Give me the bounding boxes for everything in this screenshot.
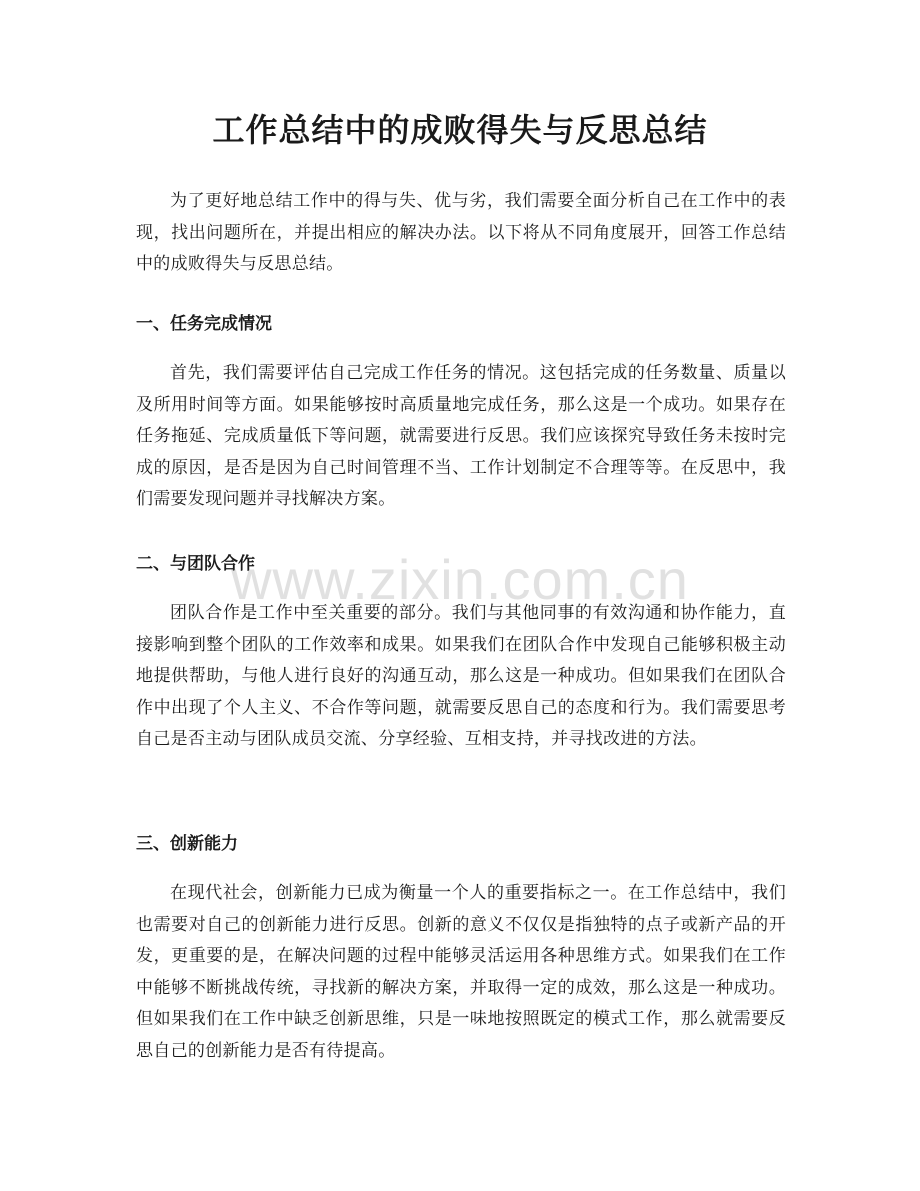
section-heading: 一、任务完成情况 — [136, 314, 272, 334]
section-1-heading-block — [136, 311, 786, 337]
section-3-heading-block — [136, 831, 786, 857]
section-1-body-block — [136, 358, 786, 516]
section-heading: 三、创新能力 — [136, 834, 238, 854]
section-paragraph: 首先，我们需要评估自己完成工作任务的情况。这包括完成的任务数量、质量以及所用时间等方面。如果能够按时高质量地完成任务，那么这是一个成功。如果存在任务拖延、完成质量低下等问题，就需要进行反思。我们应该探究导致任务未按时完成的原因，是否是因为自己时间管理不当、工作计划制定不合理等等。在反思中，我们需要发现问题并寻找解决方案。 — [136, 363, 786, 509]
section-paragraph: 团队合作是工作中至关重要的部分。我们与其他同事的有效沟通和协作能力，直接影响到整个团队的工作效率和成果。如果我们在团队合作中发现自己能够积极主动地提供帮助，与他人进行良好的沟通互动，那么这是一种成功。但如果我们在团队合作中出现了个人主义、不合作等问题，就需要反思自己的态度和行为。我们需要思考自己是否主动与团队成员交流、分享经验、互相支持，并寻找改进的方法。 — [136, 603, 786, 749]
section-3-body-block — [136, 878, 786, 1067]
watermark-text: www.zixin.com.cn — [231, 548, 689, 611]
section-2-body-block — [136, 598, 786, 756]
section-paragraph: 在现代社会，创新能力已成为衡量一个人的重要指标之一。在工作总结中，我们也需要对自己的创新能力进行反思。创新的意义不仅仅是指独特的点子或新产品的开发，更重要的是，在解决问题的过程中能够灵活运用各种思维方式。如果我们在工作中能够不断挑战传统，寻找新的解决方案，并取得一定的成效，那么这是一种成功。但如果我们在工作中缺乏创新思维，只是一味地按照既定的模式工作，那么就需要反思自己的创新能力是否有待提高。 — [136, 883, 786, 1061]
intro-paragraph: 为了更好地总结工作中的得与失、优与劣，我们需要全面分析自己在工作中的表现，找出问题所在，并提出相应的解决办法。以下将从不同角度展开，回答工作总结中的成败得失与反思总结。 — [136, 191, 786, 274]
intro-block — [136, 186, 786, 281]
section-heading: 二、与团队合作 — [136, 554, 255, 574]
section-2-heading-block — [136, 551, 786, 577]
document-title: 工作总结中的成败得失与反思总结 — [212, 111, 708, 149]
